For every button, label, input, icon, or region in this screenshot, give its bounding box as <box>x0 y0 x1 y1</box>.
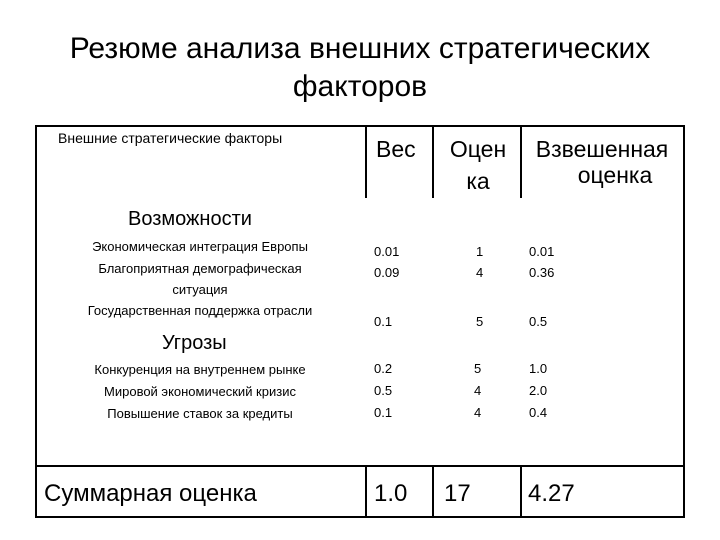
factor-row-2-line2: ситуация <box>172 282 228 297</box>
rating-row-2: 4 <box>476 265 484 280</box>
header-weighted-line2: оценка <box>577 162 653 188</box>
weight-row-4: 0.2 <box>374 361 393 376</box>
col-divider-weight-total <box>432 466 434 517</box>
weight-row-1: 0.01 <box>374 244 400 259</box>
rating-row-6: 4 <box>474 405 482 420</box>
weight-row-5: 0.5 <box>374 383 393 398</box>
header-weight: Вес <box>376 136 416 162</box>
weight-row-2: 0.09 <box>374 265 400 280</box>
col-divider-weight-header <box>432 126 434 198</box>
header-weighted-line1: Взвешенная <box>535 136 669 162</box>
factor-row-6: Повышение ставок за кредиты <box>107 406 293 421</box>
total-rating: 17 <box>444 480 471 507</box>
col-divider-rating-header <box>520 126 522 198</box>
weighted-row-3: 0.5 <box>529 314 548 329</box>
col-divider-factors-total <box>365 466 367 517</box>
header-factors: Внешние стратегические факторы <box>58 130 283 146</box>
col-divider-rating-total <box>520 466 522 517</box>
factor-row-3: Государственная поддержка отрасли <box>87 303 313 318</box>
rating-row-1: 1 <box>476 244 484 259</box>
section-threats: Угрозы <box>162 332 227 354</box>
section-opportunities: Возможности <box>128 208 252 230</box>
weight-row-6: 0.1 <box>374 405 393 420</box>
weighted-row-1: 0.01 <box>529 244 555 259</box>
col-divider-factors-header <box>365 126 367 198</box>
factor-row-1: Экономическая интеграция Европы <box>92 239 308 254</box>
weight-row-3: 0.1 <box>374 314 393 329</box>
slide-title-line1: Резюме анализа внешних стратегических <box>69 32 651 65</box>
weighted-row-4: 1.0 <box>529 361 548 376</box>
header-rating-line1: Оцен <box>449 136 507 162</box>
total-weight: 1.0 <box>374 480 408 507</box>
slide-title-line2: факторов <box>292 70 428 103</box>
total-row-divider <box>36 465 684 467</box>
factor-row-4: Конкуренция на внутреннем рынке <box>94 362 306 377</box>
factor-row-2-line1: Благоприятная демографическая <box>98 261 302 276</box>
factor-row-5: Мировой экономический кризис <box>104 384 296 399</box>
weighted-row-6: 0.4 <box>529 405 548 420</box>
header-rating-line2: ка <box>466 168 490 194</box>
total-label: Суммарная оценка <box>44 480 257 507</box>
weighted-row-2: 0.36 <box>529 265 555 280</box>
weighted-row-5: 2.0 <box>529 383 548 398</box>
slide-title <box>0 30 720 106</box>
rating-row-4: 5 <box>474 361 482 376</box>
rating-row-3: 5 <box>476 314 484 329</box>
total-weighted: 4.27 <box>528 480 575 507</box>
rating-row-5: 4 <box>474 383 482 398</box>
